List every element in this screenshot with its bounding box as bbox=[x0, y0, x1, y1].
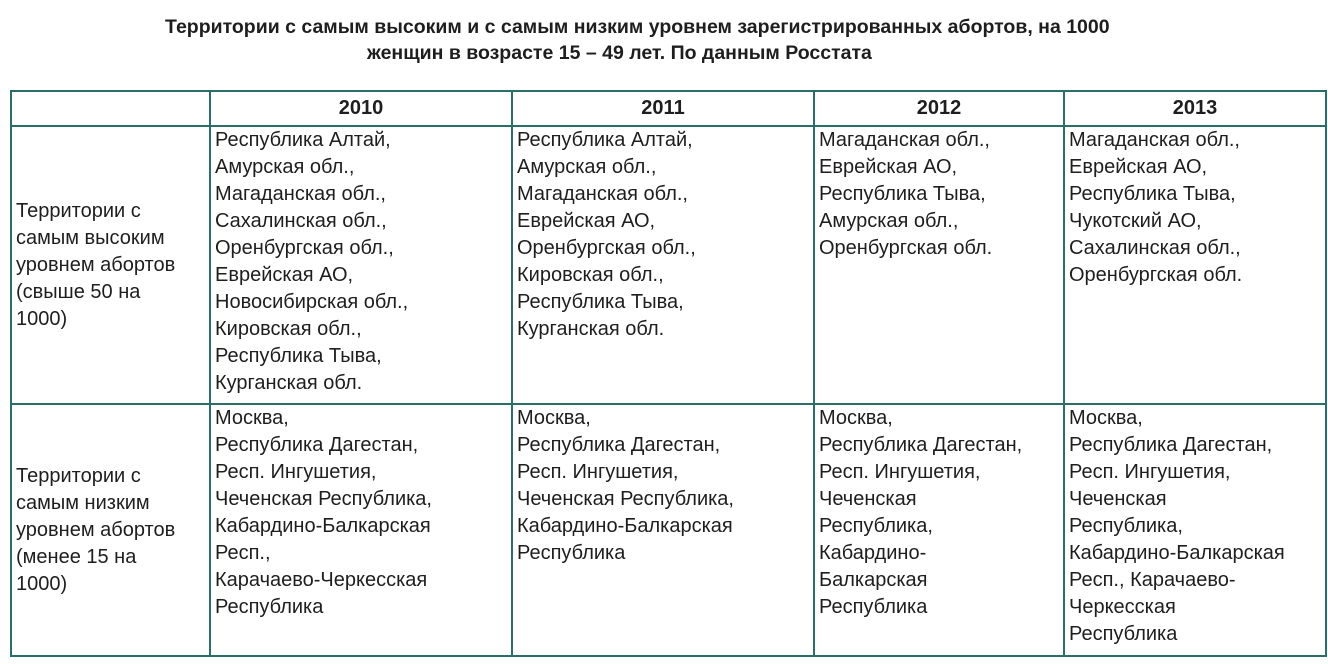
territory-line: Магаданская обл., bbox=[517, 183, 688, 205]
territory-line: Балкарская bbox=[819, 569, 928, 591]
territory-line: Республика Алтай, bbox=[215, 129, 391, 151]
territory-line: Кабардино-Балкарская bbox=[517, 515, 733, 537]
header-year-2012: 2012 bbox=[814, 91, 1064, 126]
highest-rate-row bbox=[11, 126, 1326, 404]
territory-line: Курганская обл. bbox=[517, 318, 665, 340]
territory-line: Москва, bbox=[517, 407, 591, 429]
territory-line: Республика Алтай, bbox=[517, 129, 693, 151]
territory-line: Еврейская АО, bbox=[819, 156, 958, 178]
row-label-line: Территории с bbox=[16, 199, 141, 222]
cell-2010 bbox=[210, 404, 512, 656]
territory-line: Респ. Ингушетия, bbox=[215, 461, 377, 483]
page-title-line-2: женщин в возрасте 15 – 49 лет. По данным Росстата bbox=[367, 42, 872, 64]
territory-line: Чеченская bbox=[819, 488, 917, 510]
header-year-2011: 2011 bbox=[512, 91, 814, 126]
row-label bbox=[11, 126, 210, 404]
territory-line: Сахалинская обл., bbox=[1069, 237, 1241, 259]
row-label-line: самым высоким bbox=[16, 226, 165, 249]
territory-line: Чукотский АО, bbox=[1069, 210, 1202, 232]
territory-line: Республика Дагестан, bbox=[819, 434, 1023, 456]
territory-line: Кабардино- bbox=[819, 542, 927, 564]
territory-line: Республика, bbox=[1069, 515, 1183, 537]
territory-line: Москва, bbox=[1069, 407, 1143, 429]
territory-line: Республика Тыва, bbox=[819, 183, 986, 205]
territory-line: Черкесская bbox=[1069, 596, 1176, 618]
territory-line: Амурская обл., bbox=[819, 210, 959, 232]
page-title-line-1: Территории с самым высоким и с самым низким уровнем зарегистрированных абортов, на 1000 bbox=[165, 16, 1110, 38]
row-label-line: 1000) bbox=[16, 572, 68, 595]
territory-line: Оренбургская обл., bbox=[215, 237, 394, 259]
cell-2012 bbox=[814, 404, 1064, 656]
cell-2012 bbox=[814, 126, 1064, 404]
territory-line: Оренбургская обл. bbox=[819, 237, 993, 259]
header-year-2010: 2010 bbox=[210, 91, 512, 126]
row-label-line: уровнем абортов bbox=[16, 253, 176, 276]
territory-line: Чеченская Республика, bbox=[215, 488, 432, 510]
territory-line: Амурская обл., bbox=[215, 156, 355, 178]
territory-line: Респ., Карачаево- bbox=[1069, 569, 1236, 591]
territory-line: Еврейская АО, bbox=[1069, 156, 1208, 178]
row-label-line: 1000) bbox=[16, 307, 68, 330]
cell-2011 bbox=[512, 126, 814, 404]
territory-line: Оренбургская обл. bbox=[1069, 264, 1243, 286]
territory-line: Кабардино-Балкарская bbox=[1069, 542, 1285, 564]
territory-line: Республика bbox=[819, 596, 928, 618]
territory-line: Республика bbox=[1069, 623, 1178, 645]
territory-line: Кабардино-Балкарская bbox=[215, 515, 431, 537]
territory-line: Республика, bbox=[819, 515, 933, 537]
territory-line: Респ. Ингушетия, bbox=[517, 461, 679, 483]
cell-2013 bbox=[1064, 404, 1326, 656]
row-label-line: (менее 15 на bbox=[16, 545, 137, 568]
territory-line: Чеченская bbox=[1069, 488, 1167, 510]
header-row bbox=[11, 91, 1326, 126]
cell-2010 bbox=[210, 126, 512, 404]
row-label-line: (свыше 50 на bbox=[16, 280, 141, 303]
territory-line: Респ. Ингушетия, bbox=[819, 461, 981, 483]
row-label-line: уровнем абортов bbox=[16, 518, 176, 541]
header-empty bbox=[11, 91, 210, 126]
header-year-2013: 2013 bbox=[1064, 91, 1326, 126]
territory-line: Сахалинская обл., bbox=[215, 210, 387, 232]
cell-2011 bbox=[512, 404, 814, 656]
territory-line: Еврейская АО, bbox=[517, 210, 656, 232]
territory-line: Магаданская обл., bbox=[215, 183, 386, 205]
territory-line: Республика Тыва, bbox=[517, 291, 684, 313]
territory-line: Магаданская обл., bbox=[1069, 129, 1240, 151]
territory-line: Москва, bbox=[215, 407, 289, 429]
territory-line: Магаданская обл., bbox=[819, 129, 990, 151]
row-label-line: самым низким bbox=[16, 491, 150, 514]
lowest-rate-row bbox=[11, 404, 1326, 656]
territory-line: Республика Дагестан, bbox=[1069, 434, 1273, 456]
row-label bbox=[11, 404, 210, 656]
territory-line: Чеченская Республика, bbox=[517, 488, 734, 510]
territory-line: Оренбургская обл., bbox=[517, 237, 696, 259]
territory-line: Амурская обл., bbox=[517, 156, 657, 178]
territory-line: Новосибирская обл., bbox=[215, 291, 409, 313]
territory-line: Кировская обл., bbox=[215, 318, 362, 340]
territory-line: Москва, bbox=[819, 407, 893, 429]
cell-2013 bbox=[1064, 126, 1326, 404]
territory-line: Кировская обл., bbox=[517, 264, 664, 286]
territory-line: Республика Дагестан, bbox=[517, 434, 721, 456]
territory-line: Еврейская АО, bbox=[215, 264, 354, 286]
row-label-line: Территории с bbox=[16, 464, 141, 487]
territory-line: Республика Тыва, bbox=[1069, 183, 1236, 205]
territory-line: Карачаево-Черкесская bbox=[215, 569, 428, 591]
territory-line: Республика Тыва, bbox=[215, 345, 382, 367]
territory-line: Республика bbox=[215, 596, 324, 618]
territory-line: Респ. Ингушетия, bbox=[1069, 461, 1231, 483]
territory-line: Республика bbox=[517, 542, 626, 564]
territory-line: Курганская обл. bbox=[215, 372, 363, 394]
abortion-territories-table bbox=[10, 90, 1327, 657]
territory-line: Республика Дагестан, bbox=[215, 434, 419, 456]
territory-line: Респ., bbox=[215, 542, 271, 564]
